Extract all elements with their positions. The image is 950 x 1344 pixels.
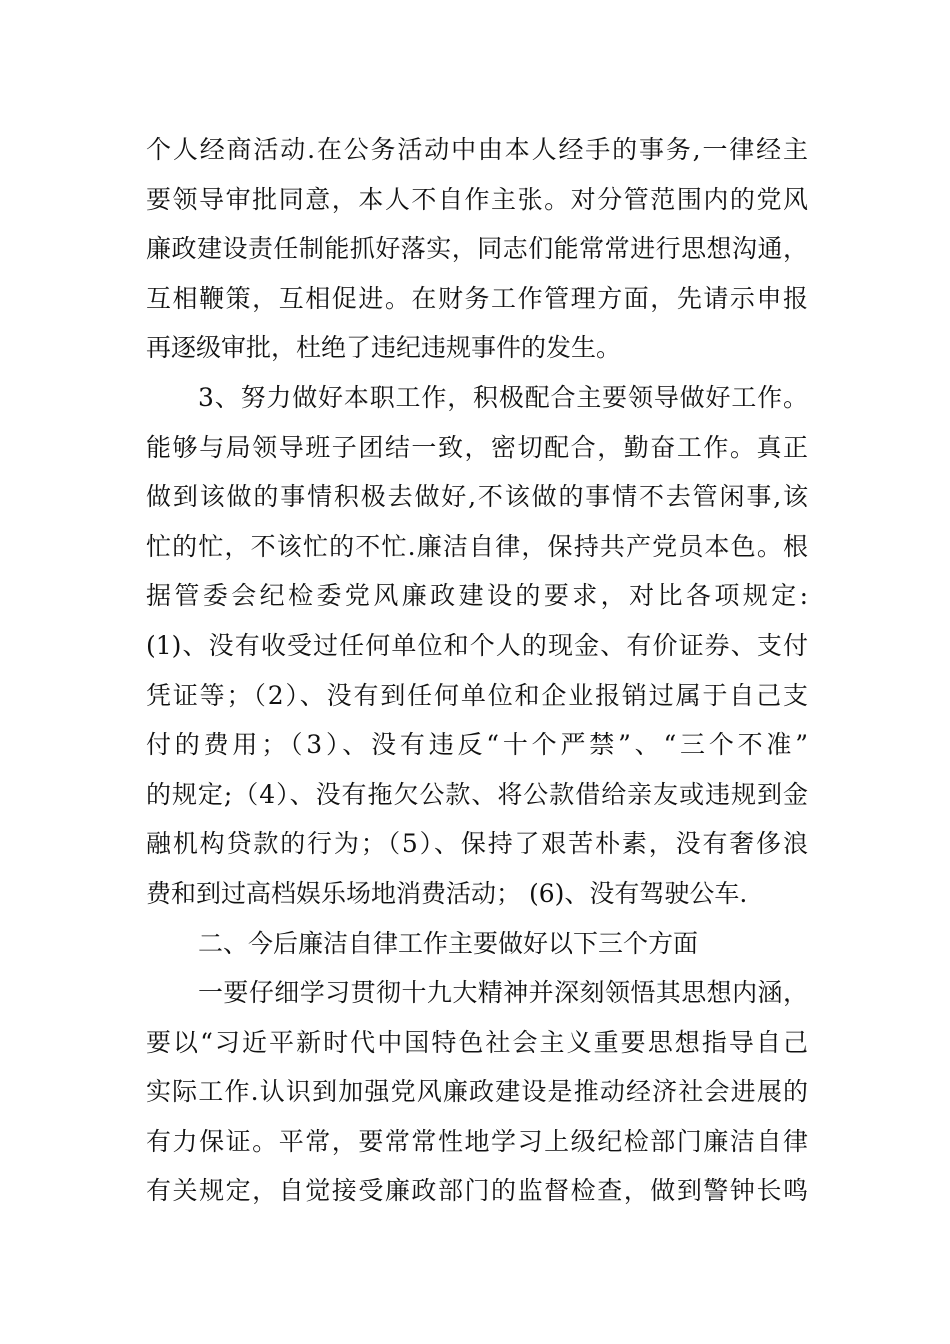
section-heading: 二、今后廉洁自律工作主要做好以下三个方面 xyxy=(198,928,699,958)
text-line: 能够与局领导班子团结一致，密切配合，勤奋工作。真正 xyxy=(146,432,808,462)
text-line: 忙的忙，不该忙的不忙.廉洁自律，保持共产党员本色。根 xyxy=(146,531,808,561)
text-line: 据管委会纪检委党风廉政建设的要求，对比各项规定: xyxy=(146,581,808,611)
text-line: 付的费用；（3）、没有违反“十个严禁”、“三个不准” xyxy=(146,730,808,760)
text-line: 互相鞭策，互相促进。在财务工作管理方面，先请示申报 xyxy=(146,283,808,313)
text-line: 再逐级审批，杜绝了违纪违规事件的发生。 xyxy=(146,333,622,363)
text-line: 有力保证。平常，要常常性地学习上级纪检部门廉洁自律 xyxy=(146,1126,808,1156)
text-line: 的规定;（4）、没有拖欠公款、将公款借给亲友或违规到金 xyxy=(146,779,808,809)
text-line: 要领导审批同意，本人不自作主张。对分管范围内的党风 xyxy=(146,184,808,214)
text-line: 廉政建设责任制能抓好落实，同志们能常常进行思想沟通， xyxy=(146,234,808,264)
text-line: 做到该做的事情积极去做好,不该做的事情不去管闲事,该 xyxy=(146,482,808,512)
text-line: 有关规定，自觉接受廉政部门的监督检查，做到警钟长鸣 xyxy=(146,1176,808,1206)
text-line: 要以“习近平新时代中国特色社会主义重要思想指导自己 xyxy=(146,1027,808,1057)
paragraph-start-line: 3、努力做好本职工作，积极配合主要领导做好工作。 xyxy=(198,382,808,412)
paragraph-start-line: 一要仔细学习贯彻十九大精神并深刻领悟其思想内涵， xyxy=(198,978,808,1008)
document-body xyxy=(146,125,808,1216)
text-line: 个人经商活动.在公务活动中由本人经手的事务,一律经主 xyxy=(146,135,808,164)
text-line: (1)、没有收受过任何单位和个人的现金、有价证券、支付 xyxy=(146,630,808,660)
text-line: 融机构贷款的行为；（5）、保持了艰苦朴素，没有奢侈浪 xyxy=(146,829,808,859)
text-line: 凭证等；（2）、没有到任何单位和企业报销过属于自己支 xyxy=(146,680,808,710)
text-line: 实际工作.认识到加强党风廉政建设是推动经济社会进展的 xyxy=(146,1077,808,1107)
text-line: 费和到过高档娱乐场地消费活动； (6)、没有驾驶公车. xyxy=(146,878,748,908)
